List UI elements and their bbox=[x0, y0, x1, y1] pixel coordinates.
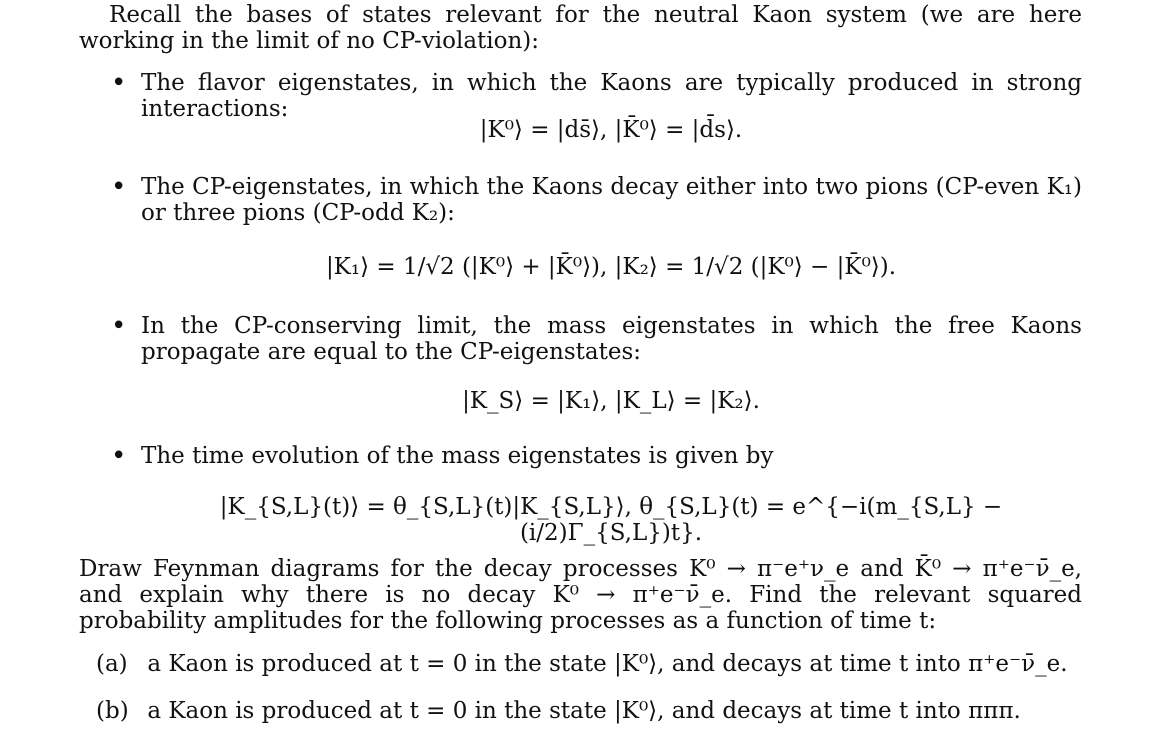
equation-text: |K_S⟩ = |K₁⟩, |K_L⟩ = |K₂⟩. bbox=[462, 388, 760, 414]
equation-text: |K_{S,L}(t)⟩ = θ_{S,L}(t)|K_{S,L}⟩, θ_{S,L}(t) = e^{−i(m_{S,L} − (i/2)Γ_{S,L})t}. bbox=[219, 494, 1003, 546]
bullet-text: The flavor eigenstates, in which the Kaons are typically produced in strong interactions: bbox=[141, 70, 1082, 122]
bullet-icon: • bbox=[111, 441, 127, 471]
bullet-icon: • bbox=[111, 68, 127, 98]
equation-time-evolution bbox=[140, 494, 1082, 546]
item-text: a Kaon is produced at t = 0 in the state |K⁰⟩, and decays at time t into π⁺e⁻ν̄_e. bbox=[147, 651, 1068, 677]
item-a bbox=[96, 651, 1082, 677]
bullet-icon: • bbox=[111, 172, 127, 202]
task-paragraph bbox=[79, 556, 1082, 634]
equation-mass bbox=[140, 388, 1082, 414]
bullet-text: The time evolution of the mass eigenstates is given by bbox=[141, 443, 774, 469]
equation-text: |K⁰⟩ = |ds̄⟩, |K̄⁰⟩ = |d̄s⟩. bbox=[479, 117, 743, 143]
item-label: (a) bbox=[96, 651, 128, 677]
bullet-text: The CP-eigenstates, in which the Kaons decay either into two pions (CP-even K₁) or three pions (CP-odd K₂): bbox=[141, 174, 1082, 226]
equation-flavor bbox=[140, 117, 1082, 143]
bullet-icon: • bbox=[111, 311, 127, 341]
bullet-text: In the CP-conserving limit, the mass eigenstates in which the free Kaons propagate are equal to the CP-eigenstates: bbox=[141, 313, 1082, 365]
intro-text: Recall the bases of states relevant for the neutral Kaon system (we are here working in the limit of no CP-violation): bbox=[79, 2, 1082, 54]
equation-cp bbox=[140, 254, 1082, 280]
intro-paragraph bbox=[79, 2, 1082, 54]
equation-text: |K₁⟩ = 1/√2 (|K⁰⟩ + |K̄⁰⟩), |K₂⟩ = 1/√2 (|K⁰⟩ − |K̄⁰⟩). bbox=[325, 254, 897, 280]
item-text: a Kaon is produced at t = 0 in the state |K⁰⟩, and decays at time t into πππ. bbox=[147, 698, 1021, 724]
item-b bbox=[96, 698, 1082, 724]
task-text: Draw Feynman diagrams for the decay processes K⁰ → π⁻e⁺ν_e and K̄⁰ → π⁺e⁻ν̄_e, and explain why there is no decay K⁰ → π⁺e⁻ν̄_e. Find the relevant squared probability amplitudes for the following processes as a function of time t: bbox=[79, 556, 1082, 634]
item-label: (b) bbox=[96, 698, 129, 724]
